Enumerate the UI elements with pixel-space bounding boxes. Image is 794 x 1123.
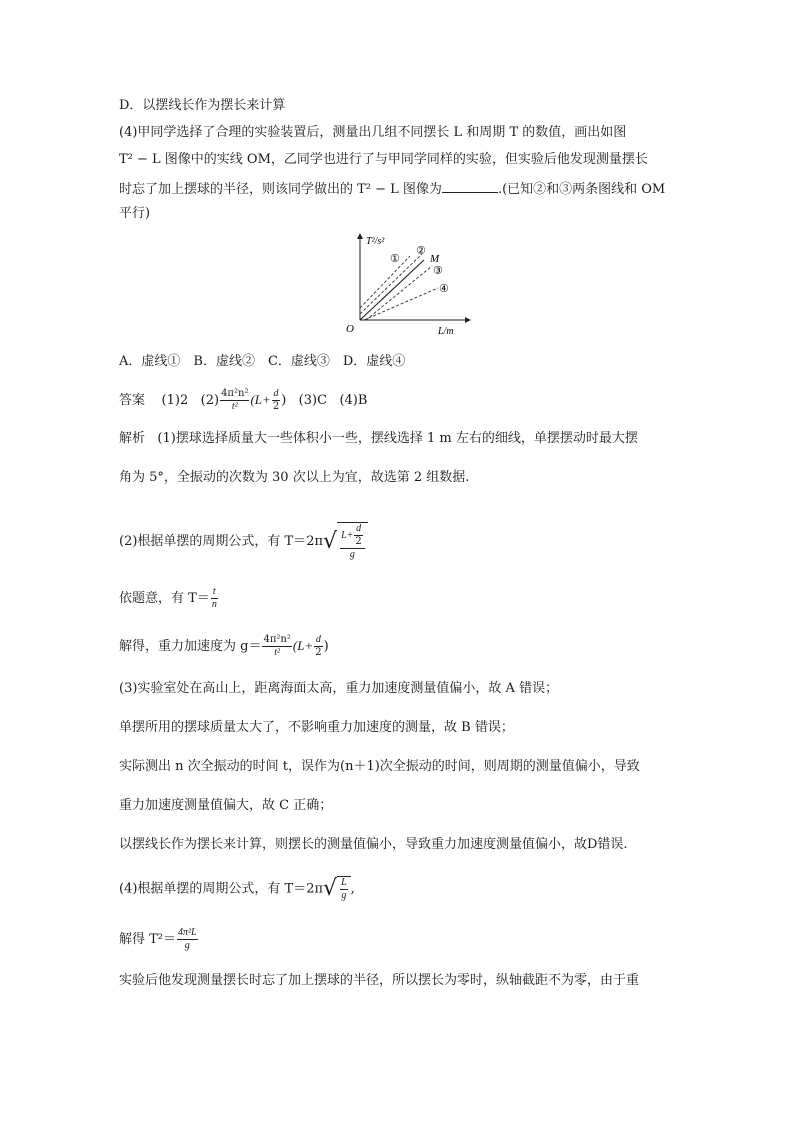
l-over-g-fraction	[340, 877, 348, 902]
origin-label: O	[346, 323, 354, 335]
sqrt-radicand	[337, 522, 368, 561]
sqrt-l-over-g	[323, 876, 351, 902]
analysis-label: 解析	[119, 431, 146, 446]
g-d: d	[315, 634, 321, 645]
radicand-fraction	[340, 523, 365, 561]
answer-label: 答案	[119, 393, 146, 408]
sqrt-sign: √	[323, 528, 338, 554]
solid-line-om	[360, 260, 424, 320]
sqrt-sign-2: √	[323, 876, 338, 901]
analysis-text-3: (2)根据单摆的周期公式，有 T＝2π	[119, 534, 324, 549]
answer-line	[119, 388, 367, 413]
dashed-line-3	[366, 266, 432, 320]
l-numerator: L	[341, 877, 347, 888]
answer-2-paren: (L+	[250, 392, 271, 407]
radicand-d-fraction	[354, 523, 362, 548]
analysis-line6: (3)实验室处在高山上，距离海面太高，重力加速度测量值偏小，故 A 错误；	[119, 681, 559, 696]
g-close: )	[323, 639, 329, 654]
y-axis-label: T²/s²	[366, 236, 385, 247]
analysis-line5	[119, 634, 329, 659]
analysis-line10: 以摆线长作为摆长来计算，则摆长的测量值偏小，导致重力加速度测量值偏小，故D错误.	[119, 837, 628, 852]
answer-blank	[442, 178, 498, 193]
analysis-line1	[119, 430, 638, 448]
g-numerator: 4π²n²	[263, 634, 291, 645]
answer-2-two: 2	[272, 401, 280, 412]
question-4-line3	[119, 178, 665, 199]
radicand-g: g	[349, 549, 355, 560]
question-4-line2: T² − L 图像中的实线 OM，乙同学也进行了与甲同学同样的实验，但实验后他发现测量摆长	[119, 152, 648, 167]
g-denominator-2: g	[341, 890, 347, 901]
t2-denominator: g	[184, 940, 190, 951]
line-label-1: ①	[390, 253, 400, 265]
analysis-line12	[119, 927, 199, 952]
t2-numerator: 4π²L	[178, 927, 197, 938]
radicand-numerator	[340, 523, 365, 549]
analysis-line8: 实际测出 n 次全振动的时间 t，误作为(n＋1)次全振动的时间，则周期的测量值偏小，导致	[119, 759, 640, 774]
question-4-line3-tail: .(已知②和③两条图线和 OM	[497, 182, 666, 197]
answer-1: (1)2	[161, 393, 189, 408]
t2-l-graph	[330, 228, 480, 343]
analysis-line4	[119, 586, 219, 611]
line-label-m: M	[430, 253, 440, 265]
sqrt-expression	[323, 522, 368, 561]
analysis-text-1: (1)摆球选择质量大一些体积小一些，摆线选择 1 m 左右的细线，单摆摆动时最大摆	[157, 431, 638, 446]
line-label-3: ③	[433, 265, 443, 277]
answer-2: (2)	[200, 393, 220, 408]
analysis-text-12: 解得 T²＝	[119, 932, 177, 947]
question-4-line4: 平行)	[119, 206, 151, 221]
question-4-line3-text: 时忘了加上摆球的半径，则该同学做出的 T² − L 图像为	[119, 182, 442, 197]
question-4-line1: (4)甲同学选择了合理的实验装置后，测量出几组不同摆长 L 和周期 T 的数值，画出如图	[119, 125, 627, 140]
line-label-4: ④	[439, 283, 449, 295]
radicand-l: L+	[341, 530, 354, 541]
analysis-line11	[119, 876, 355, 902]
n-denominator: n	[211, 599, 217, 610]
analysis-text-5: 解得，重力加速度为 g＝	[119, 639, 262, 654]
analysis-text-11: (4)根据单摆的周期公式，有 T＝2π	[119, 881, 324, 897]
t2-fraction	[177, 927, 198, 952]
g-denominator: t²	[274, 647, 281, 658]
analysis-line3	[119, 522, 368, 561]
option-d: D．以摆线长作为摆长来计算	[119, 98, 286, 113]
answer-3: (3)C	[298, 393, 328, 408]
comma: ,	[350, 881, 355, 897]
answer-2-denominator: t²	[231, 401, 238, 412]
g-fraction	[262, 634, 291, 659]
radicand-d: d	[356, 523, 362, 534]
sqrt-radicand-2	[337, 876, 351, 902]
t-over-n	[211, 586, 218, 611]
radicand-two: 2	[355, 536, 362, 547]
g-two: 2	[315, 647, 322, 658]
g-paren: (L+	[292, 638, 314, 653]
analysis-line7: 单摆所用的摆球质量太大了，不影响重力加速度的测量，故 B 错误；	[119, 720, 514, 735]
answer-2-d-fraction	[272, 388, 280, 413]
g-d-fraction	[314, 634, 322, 659]
answer-2-fraction	[220, 388, 249, 413]
answer-2-d: d	[273, 388, 279, 399]
analysis-line9: 重力加速度测量值偏大，故 C 正确；	[119, 798, 333, 813]
analysis-text-4: 依题意，有 T＝	[119, 591, 210, 606]
answer-2-numerator: 4π²n²	[221, 388, 249, 399]
t-numerator: t	[211, 586, 218, 599]
choices: A．虚线① B．虚线② C．虚线③ D．虚线④	[119, 354, 406, 369]
dashed-line-1	[360, 256, 410, 308]
analysis-line2: 角为 5°，全振动的次数为 30 次以上为宜，故选第 2 组数据.	[119, 470, 470, 485]
x-axis-label: L/m	[438, 326, 454, 337]
analysis-line13: 实验后他发现测量摆长时忘了加上摆球的半径，所以摆长为零时，纵轴截距不为零，由于重	[119, 973, 640, 988]
answer-4: (4)B	[339, 393, 368, 408]
line-label-2: ②	[416, 245, 426, 257]
answer-2-close: )	[281, 393, 287, 408]
